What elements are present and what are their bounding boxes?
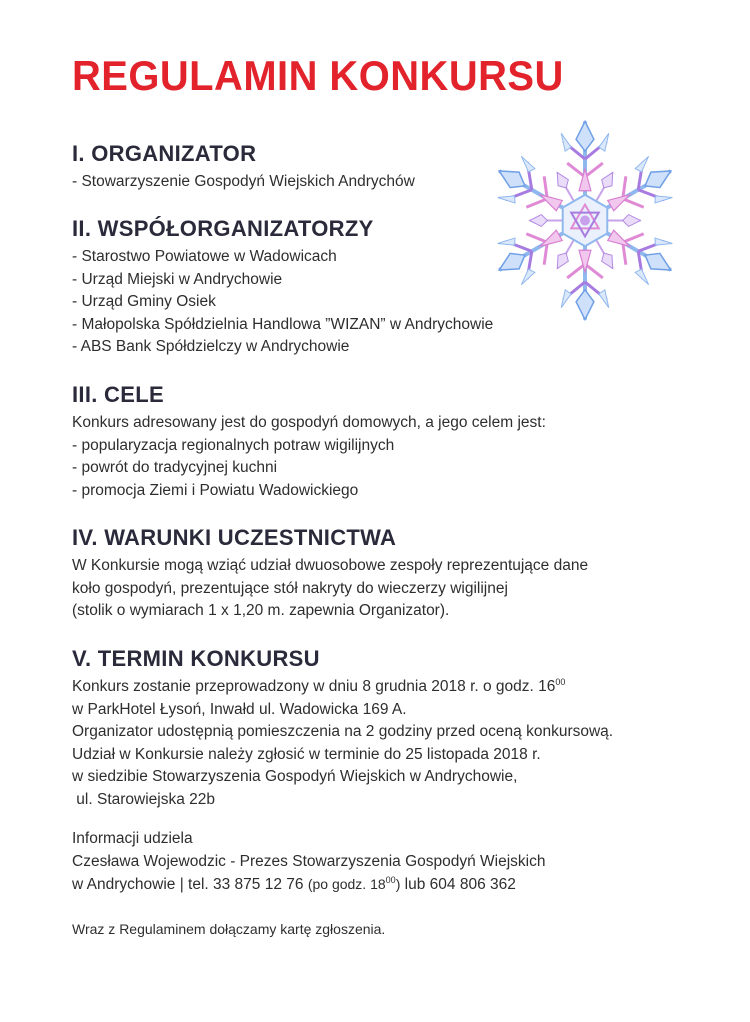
section-heading: IV. WARUNKI UCZESTNICTWA (72, 525, 397, 550)
contact-line: Czesława Wojewodzic - Prezes Stowarzyszenia Gospodyń Wiejskich (72, 852, 546, 870)
paragraph-line: ul. Starowiejska 22b (72, 790, 216, 808)
contact-block (72, 828, 546, 897)
section-heading: II. WSPÓŁORGANIZATORZY (72, 216, 374, 241)
section-heading: III. CELE (72, 382, 164, 407)
paragraph-line: w siedzibie Stowarzyszenia Gospodyń Wiejskich w Andrychowie, (72, 768, 518, 785)
contact-phone-text: w Andrychowie | tel. 33 875 12 76 (72, 876, 308, 893)
contact-hours-close: ) (395, 876, 401, 892)
date-text: Konkurs zostanie przeprowadzony w dniu 8 grudnia 2018 r. o godz. 16 (72, 678, 556, 695)
list-item: - promocja Ziemi i Powiatu Wadowickiego (72, 481, 359, 499)
list-item: - Stowarzyszenie Gospodyń Wiejskich Andrychów (72, 173, 415, 190)
contact-line: Informacji udziela (72, 830, 193, 847)
section-cele (72, 382, 546, 502)
hours-superscript: 00 (385, 874, 396, 885)
snowflake-icon (476, 108, 694, 333)
page-title: REGULAMIN KONKURSU (72, 52, 564, 99)
note-text: Wraz z Regulaminem dołączamy kartę zgłoszenia. (72, 921, 386, 937)
paragraph-line: Organizator udostępnią pomieszczenia na 2 godziny przed oceną konkursową. (72, 723, 614, 740)
list-item: - Urząd Gminy Osiek (72, 293, 216, 310)
section-heading: I. ORGANIZATOR (72, 141, 257, 166)
contact-line (72, 873, 546, 897)
paragraph-line: (stolik o wymiarach 1 x 1,20 m. zapewnia Organizator). (72, 602, 450, 619)
list-item: - Starostwo Powiatowe w Wadowicach (72, 248, 337, 265)
section-termin (72, 646, 613, 811)
paragraph-line (72, 676, 613, 699)
paragraph-line: Udział w Konkursie należy zgłosić w terminie do 25 listopada 2018 r. (72, 745, 541, 763)
contact-mobile: lub 604 806 362 (400, 876, 516, 893)
contact-hours: (po godz. 18 (307, 876, 386, 892)
section-heading: V. TERMIN KONKURSU (72, 646, 320, 671)
section-warunki (72, 525, 588, 623)
list-item: - popularyzacja regionalnych potraw wigilijnych (72, 436, 395, 454)
section-organizator (72, 141, 415, 194)
paragraph-line: w ParkHotel Łysoń, Inwałd ul. Wadowicka 169 A. (72, 700, 407, 718)
section-wspolorganizatorzy (72, 216, 493, 359)
list-item: - Urząd Miejski w Andrychowie (72, 270, 283, 288)
footer-note (72, 918, 385, 941)
list-item: - Małopolska Spółdzielnia Handlowa ”WIZAN” w Andrychowie (72, 315, 494, 333)
time-superscript: 00 (555, 676, 566, 687)
section-intro: Konkurs adresowany jest do gospodyń domowych, a jego celem jest: (72, 414, 546, 431)
list-item: - ABS Bank Spółdzielczy w Andrychowie (72, 338, 350, 355)
paragraph-line: W Konkursie mogą wziąć udział dwuosobowe zespoły reprezentujące dane (72, 557, 589, 574)
list-item: - powrót do tradycyjnej kuchni (72, 459, 278, 476)
paragraph-line: koło gospodyń, prezentujące stół nakryty do wieczerzy wigilijnej (72, 579, 508, 597)
